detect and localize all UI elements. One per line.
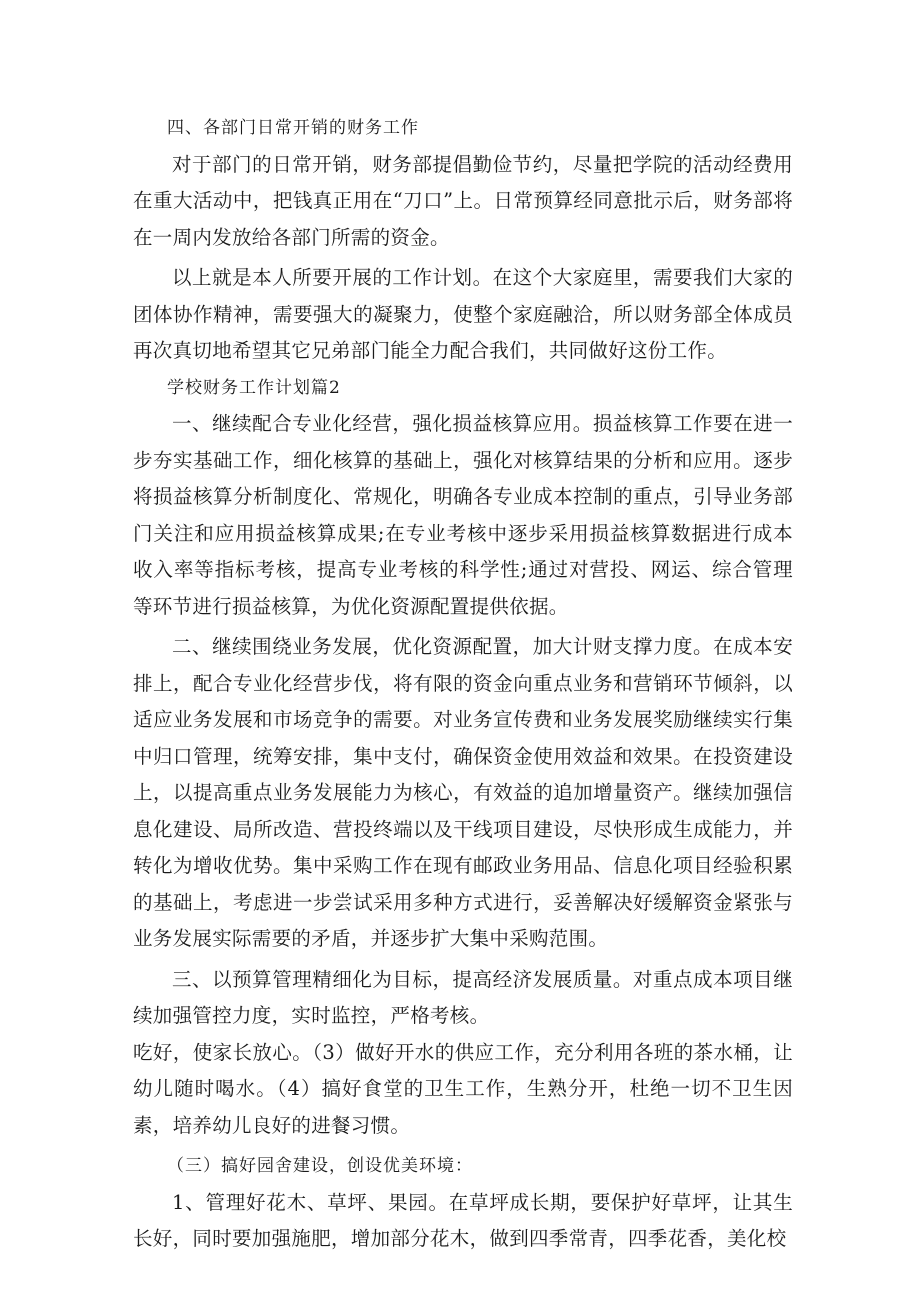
paragraph-item-2: 二、继续围绕业务发展，优化资源配置，加大计财支撑力度。在成本安排上，配合专业化经营步伐，将有限的资金向重点业务和营销环节倾斜，以适应业务发展和市场竞争的需要。对业务宣传费和业务发展奖励继续实行集中归口管理，统筹安排，集中支付，确保资金使用效益和效果。在投资建设上，以提高重点业务发展能力为核心，有效益的追加增量资产。继续加强信息化建设、局所改造、营投终端以及干线项目建设，尽快形成生成能力，并转化为增收优势。集中采购工作在现有邮政业务用品、信息化项目经验积累的基础上，考虑进一步尝试采用多种方式进行，妥善解决好缓解资金紧张与业务发展实际需要的矛盾，并逐步扩大集中采购范围。 [133, 635, 793, 950]
paragraph-kindergarten-food: 吃好，使家长放心。（3）做好开水的供应工作，充分利用各班的茶水桶，让幼儿随时喝水。（4）搞好食堂的卫生工作，生熟分开，杜绝一切不卫生因素，培养幼儿良好的进餐习惯。 [133, 1040, 793, 1137]
section-heading-campus: （三）搞好园舍建设，创设优美环境： [167, 1156, 473, 1176]
paragraph-plants: 1、管理好花木、草坪、果园。在草坪成长期，要保护好草坪，让其生长好，同时要加强施肥，增加部分花木，做到四季常青，四季花香，美化校 [133, 1190, 793, 1250]
paragraph-daily-expenses: 对于部门的日常开销，财务部提倡勤俭节约，尽量把学院的活动经费用在重大活动中，把钱真正用在“刀口”上。日常预算经同意批示后，财务部将在一周内发放给各部门所需的资金。 [133, 152, 793, 249]
paragraph-closing: 以上就是本人所要开展的工作计划。在这个大家庭里，需要我们大家的团体协作精神，需要强大的凝聚力，使整个家庭融洽，所以财务部全体成员再次真切地希望其它兄弟部门能全力配合我们，共同做好这份工作。 [133, 266, 793, 362]
document-body [133, 110, 793, 1258]
paragraph-item-3: 三、以预算管理精细化为目标，提高经济发展质量。对重点成本项目继续加强管控力度，实时监控，严格考核。 [133, 967, 793, 1027]
paragraph-item-1: 一、继续配合专业化经营，强化损益核算应用。损益核算工作要在进一步夯实基础工作，细化核算的基础上，强化对核算结果的分析和应用。逐步将损益核算分析制度化、常规化，明确各专业成本控制的重点，引导业务部门关注和应用损益核算成果;在专业考核中逐步采用损益核算数据进行成本收入率等指标考核，提高专业考核的科学性;通过对营投、网运、综合管理等环节进行损益核算，为优化资源配置提供依据。 [133, 412, 793, 618]
section-heading-plan-2: 学校财务工作计划篇2 [167, 377, 341, 398]
section-heading-daily-expenses: 四、各部门日常开销的财务工作 [167, 118, 419, 138]
